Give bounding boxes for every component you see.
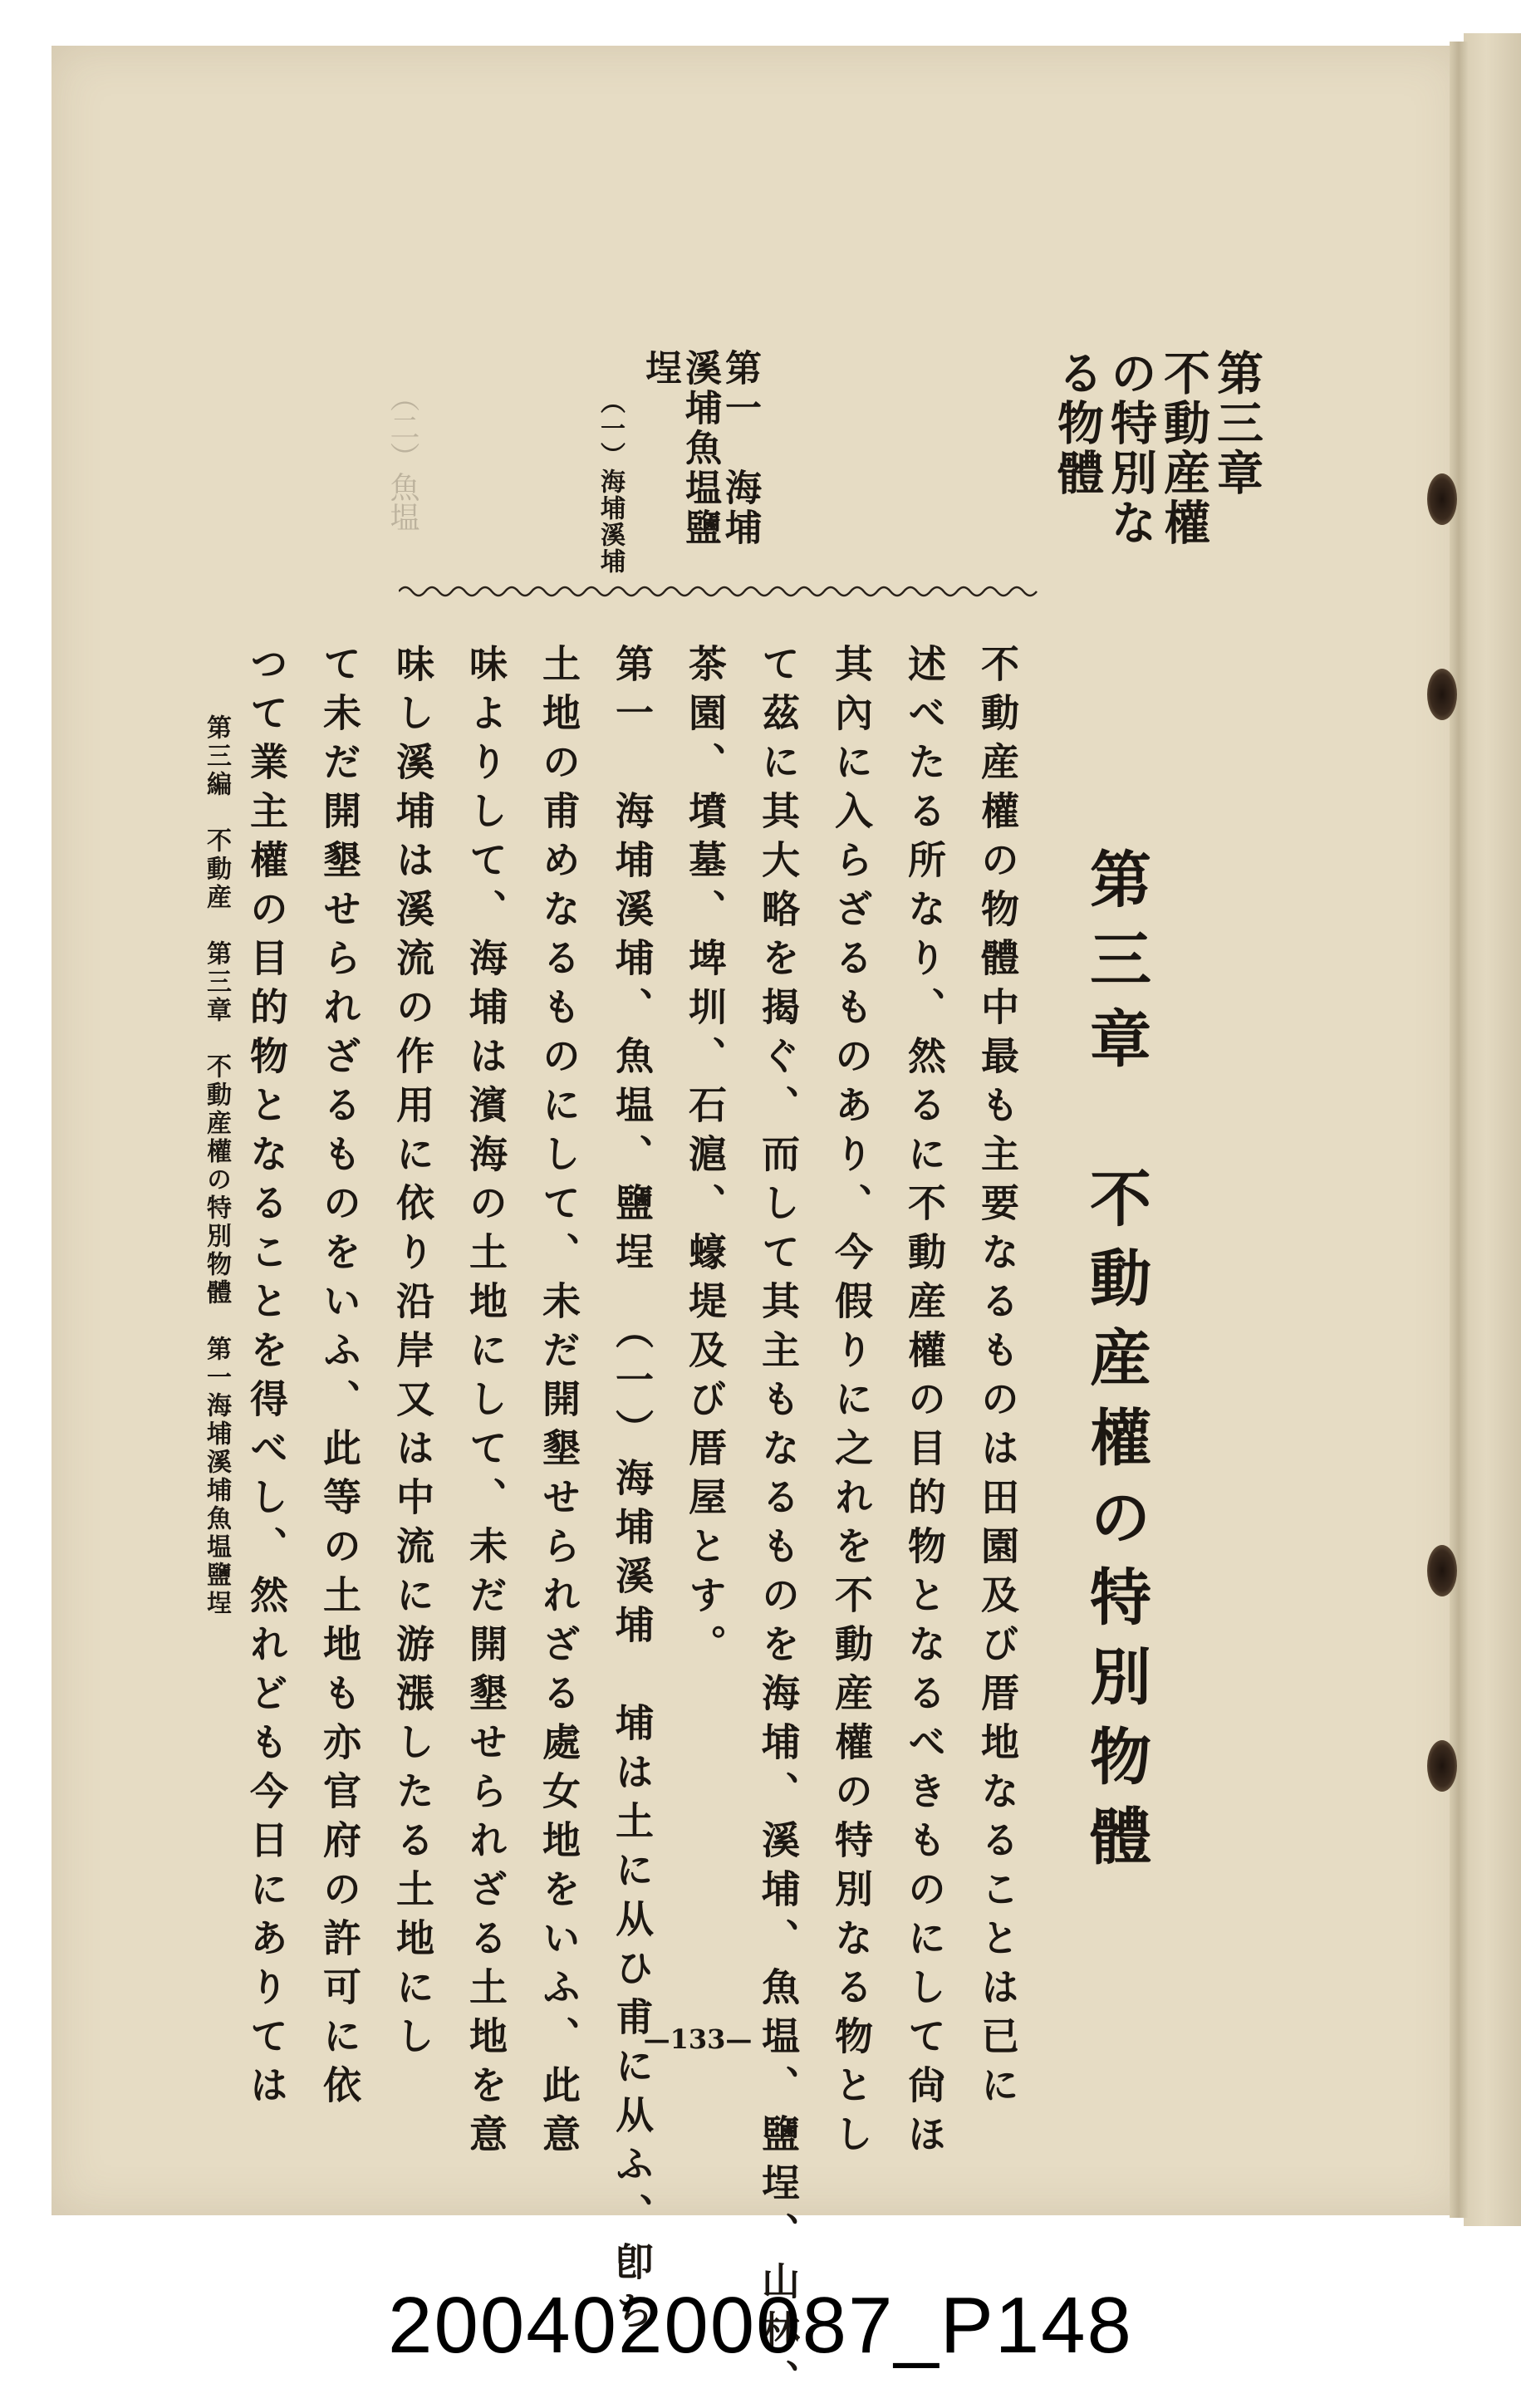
binding-hole <box>1427 1545 1457 1596</box>
page-spine <box>1450 42 1468 2218</box>
body-column-3: 其內に入らざるものあり、今假りに之れを不動産權の特別なる物とし <box>829 644 874 2163</box>
binding-hole <box>1427 473 1457 525</box>
running-footer: 第三編 不動産 第三章 不動産權の特別物體 第一海埔溪埔魚塭鹽埕 <box>202 714 231 1618</box>
chapter-title: 第三章 不動産權の特別物體 <box>1080 847 1151 1884</box>
binding-hole <box>1427 669 1457 720</box>
body-column-11: つて業主權の目的物となることを得べし、然れども今日にありては <box>244 644 289 2114</box>
binding-hole <box>1427 1740 1457 1792</box>
bleed-through-text: （二）魚塭 <box>385 382 420 532</box>
image-caption: 20040200087_P148 <box>388 2281 1133 2370</box>
body-column-5: 茶園、墳墓、埤圳、石滬、蠔堤及び厝屋とす。 <box>683 644 728 1673</box>
header-section-sub: （一）海埔溪埔 <box>596 389 625 575</box>
body-column-9: 味し溪埔は溪流の作用に依り沿岸又は中流に游漲したる土地にし <box>390 644 435 2065</box>
page-number: —133— <box>643 2023 753 2055</box>
wavy-divider <box>399 581 1038 601</box>
header-chapter-heading: 第三章 不動産權の特別なる物體 <box>1050 349 1264 548</box>
body-column-4: て茲に其大略を揭ぐ、而して其主もなるものを海埔、溪埔、魚塭、鹽埕、山林、 <box>756 644 801 2408</box>
body-column-6: 第一 海埔溪埔、魚塭、鹽埕 （一）海埔溪埔 埔は土に从ひ甫に从ふ、卽ち <box>610 644 655 2340</box>
next-page-edge <box>1464 33 1521 2226</box>
header-section-heading: 第一 海埔溪埔魚塭鹽埕 <box>639 349 761 548</box>
body-column-2: 述べたる所なり、然るに不動産權の目的物となるべきものにして尙ほ <box>902 644 947 2163</box>
body-column-8: 味よりして、海埔は濱海の土地にして、未だ開墾せられざる土地を意 <box>464 644 508 2163</box>
body-column-10: て未だ開墾せられざるものをいふ、此等の土地も亦官府の許可に依 <box>317 644 362 2114</box>
body-column-7: 土地の甫めなるものにして、未だ開墾せられざる處女地をいふ、此意 <box>537 644 581 2163</box>
body-column-1: 不動産權の物體中最も主要なるものは田園及び厝地なることは已に <box>975 644 1020 2114</box>
